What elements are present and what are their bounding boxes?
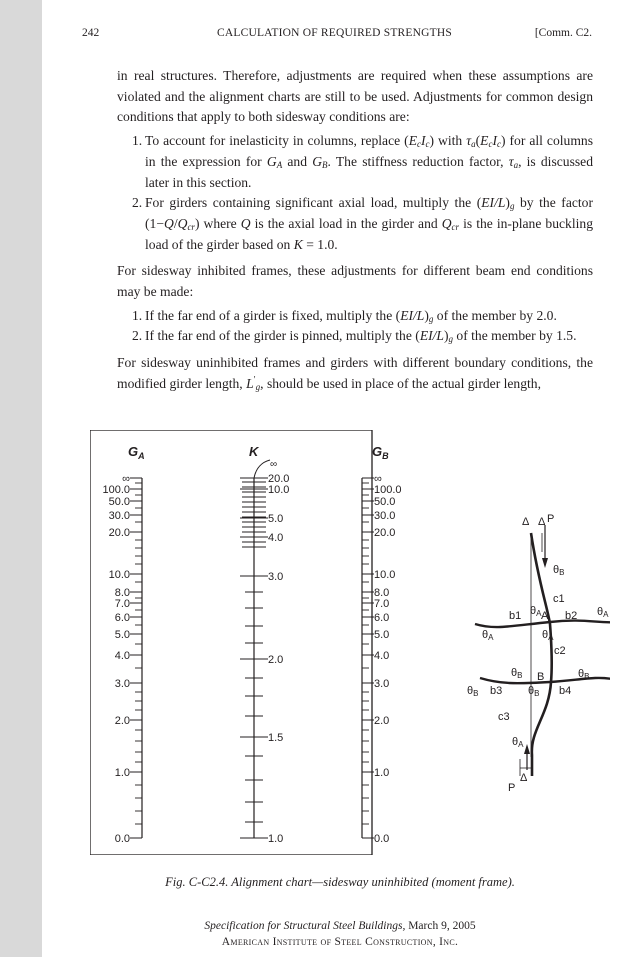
scale-tick-label: 8.0 <box>374 587 390 599</box>
alignment-chart-figure <box>90 430 610 855</box>
lower-girders <box>480 678 610 683</box>
column-c3-label: c3 <box>498 711 510 723</box>
scale-tick-label: 10.0 <box>268 484 290 496</box>
load-p-label-bottom: P <box>508 782 516 794</box>
paragraph-3: For sidesway uninhibited frames and girders with different boundary conditions, the modified girder length, $L'_g$, should be used in place of the actual girder length, <box>117 355 593 392</box>
joint-b-label: B <box>537 671 545 683</box>
k-header: K <box>249 444 259 459</box>
theta-b-below-label: θB <box>528 685 540 698</box>
scale-tick-label: ∞ <box>270 459 278 470</box>
adjustments-list <box>117 131 593 255</box>
scale-tick-label: ∞ <box>374 473 382 485</box>
theta-a-below-label: θA <box>542 629 554 642</box>
scale-tick-label: 6.0 <box>374 612 390 624</box>
scale-tick-label: 0.0 <box>114 833 130 845</box>
scale-tick-label: 20.0 <box>108 527 130 539</box>
gb-header: $G_B$ <box>372 444 389 461</box>
theta-a-right-label: θA <box>597 606 609 619</box>
scale-tick-label: 5.0 <box>374 629 390 641</box>
scale-tick-label: 7.0 <box>114 598 130 610</box>
scale-tick-label: 50.0 <box>108 496 130 508</box>
theta-a-joint-label: θA <box>530 605 542 618</box>
scale-tick-label: 10.0 <box>374 569 396 581</box>
running-header-section: [Comm. C2. <box>534 27 592 39</box>
theta-a-bottom-label: θA <box>512 736 524 749</box>
scale-tick-label: 1.0 <box>268 833 284 845</box>
girder-b4-label: b4 <box>559 685 572 697</box>
scale-tick-label: 4.0 <box>114 650 130 662</box>
joint-a-label: A <box>541 610 549 622</box>
load-arrow-top <box>542 558 548 568</box>
k-scale <box>240 459 289 845</box>
theta-b-right-label: θB <box>578 668 590 681</box>
scale-tick-label: 100.0 <box>102 484 130 496</box>
scale-tick-label: 2.0 <box>114 715 130 727</box>
scale-tick-label: 6.0 <box>114 612 130 624</box>
scale-tick-label: 10.0 <box>108 569 130 581</box>
load-arrow-bottom <box>524 744 530 754</box>
ga-header: $G_A$ <box>128 444 145 461</box>
scale-tick-label: 20.0 <box>374 527 396 539</box>
theta-a-left-label: θA <box>482 629 494 642</box>
list-item: 1. To account for inelasticity in columns, replace $(E_cI_c)$ with $\tau_a(E_cI_c)$ for all columns in the expression for $G_A$ and $G_B$. The stiffness reduction factor, $\tau_a$, is discussed later in this section. <box>132 133 593 190</box>
scale-tick-label: 3.0 <box>114 678 130 690</box>
end-condition-list <box>117 306 593 347</box>
chart-frame <box>90 430 372 855</box>
scale-tick-label: 3.0 <box>268 571 284 583</box>
column-c2-label: c2 <box>554 645 566 657</box>
theta-b-left-label: θB <box>467 685 479 698</box>
document-page <box>42 0 638 957</box>
scale-tick-label: 3.0 <box>374 678 390 690</box>
gb-scale <box>362 473 402 845</box>
girder-b1-label: b1 <box>509 610 522 622</box>
scale-tick-label: 4.0 <box>374 650 390 662</box>
buckled-frame-diagram <box>475 525 610 776</box>
scale-tick-label: 50.0 <box>374 496 396 508</box>
list-item: 2. For girders containing significant axial load, multiply the $(EI/L)_g$ by the factor $(1-Q/Q_{cr})$ where Q is the axial load in the girder and $Q_{cr}$ is the in-plane buckling load of the girder based on K = 1.0. <box>132 195 594 252</box>
sway-delta-label-top: Δ <box>522 516 530 528</box>
scale-tick-label: 2.0 <box>374 715 390 727</box>
sway-delta-label-bottom: Δ <box>520 772 528 784</box>
running-header-title: CALCULATION OF REQUIRED STRENGTHS <box>216 27 452 39</box>
scale-tick-label: 7.0 <box>374 598 390 610</box>
paragraph-1: in real structures. Therefore, adjustments are required when these assumptions are violated and the alignment charts are still to be used. Adjustments for common design conditions that apply to both sidesway conditions are: <box>117 68 593 125</box>
list-item: 2. If the far end of the girder is pinned, multiply the $(EI/L)_g$ of the member by 1.5. <box>132 328 577 345</box>
scale-tick-label: 1.5 <box>268 732 284 744</box>
page-gutter <box>0 0 42 957</box>
footer-publisher: American Institute of Steel Construction, Inc. <box>221 936 459 948</box>
scale-tick-label: 1.0 <box>374 767 390 779</box>
theta-b-top-label: θB <box>553 564 565 577</box>
scale-tick-label: 4.0 <box>268 532 284 544</box>
list-item: 1. If the far end of a girder is fixed, multiply the $(EI/L)_g$ of the member by 2.0. <box>132 307 557 324</box>
load-p-label-top: P <box>547 513 555 525</box>
scale-tick-label: 2.0 <box>268 654 284 666</box>
scale-tick-label: 1.0 <box>114 767 130 779</box>
theta-b-joint-label: θB <box>511 667 523 680</box>
scale-tick-label: 20.0 <box>268 473 290 485</box>
scale-tick-label: 30.0 <box>374 510 396 522</box>
page-number: 242 <box>82 27 100 39</box>
footer-spec: Specification for Structural Steel Buildings, March 9, 2005 <box>204 920 476 932</box>
girder-b2-label: b2 <box>565 610 578 622</box>
paragraph-2: For sidesway inhibited frames, these adjustments for different beam end conditions may be made: <box>117 263 593 300</box>
scale-tick-label: 5.0 <box>268 513 284 525</box>
scale-tick-label: 8.0 <box>114 587 130 599</box>
girder-b3-label: b3 <box>490 685 503 697</box>
scale-tick-label: 5.0 <box>114 629 130 641</box>
body-text <box>117 66 593 395</box>
figure-caption: Fig. C-C2.4. Alignment chart—sidesway uninhibited (moment frame). <box>165 875 515 889</box>
scale-tick-label: ∞ <box>122 473 130 485</box>
scale-tick-label: 0.0 <box>374 833 390 845</box>
buckled-column <box>531 533 552 776</box>
scale-tick-label: 100.0 <box>374 484 402 496</box>
scale-tick-label: 30.0 <box>108 510 130 522</box>
ga-scale <box>102 473 142 845</box>
column-c1-label: c1 <box>553 593 565 605</box>
sway-delta-label-top-2: Δ <box>538 516 546 528</box>
